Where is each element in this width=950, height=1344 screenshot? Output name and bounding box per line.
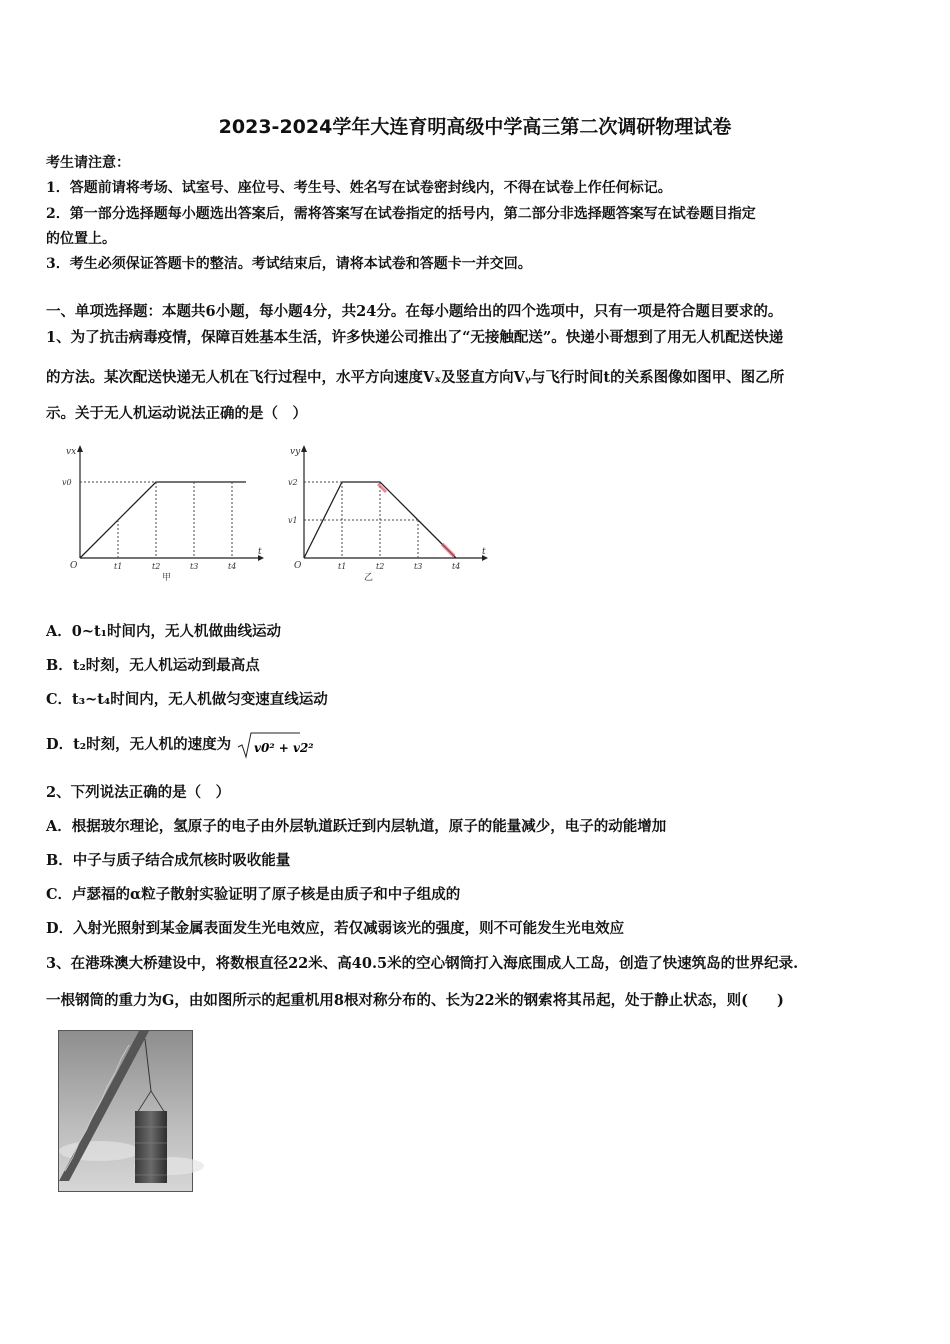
tick-label: t1 <box>338 562 347 571</box>
q2-option-a[interactable]: A．根据玻尔理论，氢原子的电子由外层轨道跃迁到内层轨道，原子的能量减少，电子的动能增加 <box>46 818 667 835</box>
v2-label: v2 <box>288 478 298 487</box>
tick-label: t4 <box>228 562 237 571</box>
notice-item: 2．第一部分选择题每小题选出答案后，需将答案写在试卷指定的括号内，第二部分非选择题答案写在试卷题目指定 <box>46 206 756 222</box>
q1-option-a[interactable]: A．0~t₁时间内，无人机做曲线运动 <box>46 623 282 640</box>
steel-cylinder <box>135 1111 167 1183</box>
v1-label: v1 <box>288 516 298 525</box>
tick-label: t2 <box>376 562 385 571</box>
v-axis-arrow <box>301 445 307 452</box>
notice-heading: 考生请注意： <box>46 155 130 171</box>
q3-stem: 3、在港珠澳大桥建设中，将数根直径22米、高40.5米的空心钢筒打入海底围成人工岛，创造了快速筑岛的世界纪录. <box>46 955 799 972</box>
tick-label: t4 <box>452 562 461 571</box>
crane-photo <box>58 1030 193 1192</box>
q1-option-b[interactable]: B．t₂时刻，无人机运动到最高点 <box>46 657 260 674</box>
tick-label: t2 <box>152 562 161 571</box>
graph-vx-t <box>58 440 268 585</box>
v0-label: v0 <box>62 478 72 487</box>
notice-item: 的位置上。 <box>46 231 116 247</box>
graph-vy-t <box>282 440 492 585</box>
tick-label: t3 <box>414 562 423 571</box>
vx-curve <box>80 482 246 558</box>
graph-caption: 乙 <box>364 573 374 583</box>
q2-option-d[interactable]: D．入射光照射到某金属表面发生光电效应，若仅减弱该光的强度，则不可能发生光电效应 <box>46 920 625 937</box>
t-axis-label: t <box>258 547 262 557</box>
crane-illustration <box>59 1031 192 1191</box>
notice-item: 1．答题前请将考场、试室号、座位号、考生号、姓名写在试卷密封线内，不得在试卷上作任何标记。 <box>46 180 672 196</box>
section-heading: 一、单项选择题：本题共6小题，每小题4分，共24分。在每小题给出的四个选项中，只有一项是符合题目要求的。 <box>46 303 783 320</box>
y-axis-label: vx <box>66 447 77 457</box>
sqrt-formula <box>236 730 314 760</box>
q2-option-c[interactable]: C．卢瑟福的α粒子散射实验证明了原子核是由质子和中子组成的 <box>46 886 461 903</box>
q1-stem: 的方法。某次配送快递无人机在飞行过程中，水平方向速度Vₓ及竖直方向Vᵧ与飞行时间t的关系图像如图甲、图乙所 <box>46 369 785 386</box>
origin-label: O <box>294 561 302 571</box>
notice-item: 3．考生必须保证答题卡的整洁。考试结束后，请将本试卷和答题卡一并交回。 <box>46 256 532 272</box>
cloud <box>59 1141 139 1161</box>
highlight-mark <box>378 484 386 492</box>
q1-stem: 示。关于无人机运动说法正确的是（ ） <box>46 405 307 422</box>
y-axis-label: vy <box>290 447 301 457</box>
q3-stem: 一根钢筒的重力为G，由如图所示的起重机用8根对称分布的、长为22米的钢索将其吊起，处于静止状态，则( ) <box>46 992 784 1009</box>
graph-caption: 甲 <box>162 573 172 583</box>
q2-option-b[interactable]: B．中子与质子结合成氘核时吸收能量 <box>46 852 291 869</box>
tick-label: t3 <box>190 562 199 571</box>
q2-stem: 2、下列说法正确的是（ ） <box>46 784 231 801</box>
q1-stem: 1、为了抗击病毒疫情，保障百姓基本生活，许多快递公司推出了“无接触配送”。快递小哥想到了用无人机配送快递 <box>46 329 784 346</box>
tick-label: t1 <box>114 562 123 571</box>
t-axis-label: t <box>482 547 486 557</box>
origin-label: O <box>70 561 78 571</box>
v-axis-arrow <box>77 445 83 452</box>
q1-option-d[interactable] <box>46 730 314 760</box>
q1-option-d-text: D．t₂时刻，无人机的速度为 <box>46 736 232 753</box>
page-title: 2023-2024学年大连育明高级中学高三第二次调研物理试卷 <box>218 116 732 138</box>
q1-option-c[interactable]: C．t₃~t₄时间内，无人机做匀变速直线运动 <box>46 691 328 708</box>
formula-text: v0² + v2² <box>254 741 314 755</box>
highlight-mark <box>442 544 454 556</box>
